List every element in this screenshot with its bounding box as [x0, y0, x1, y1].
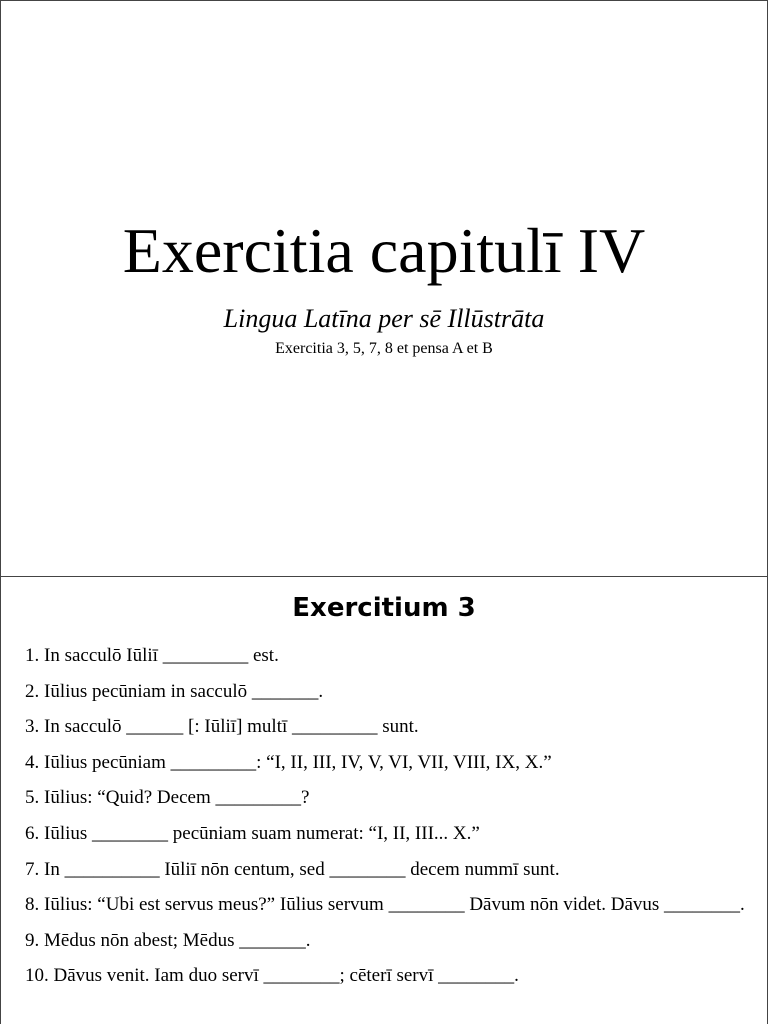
- exercise-item: 7. In __________ Iūliī nōn centum, sed ________ decem nummī sunt.: [25, 858, 560, 880]
- exercise-item: 4. Iūlius pecūniam _________: “I, II, III, IV, V, VI, VII, VIII, IX, X.”: [25, 751, 552, 773]
- exercise-item: 2. Iūlius pecūniam in sacculō _______.: [25, 680, 324, 702]
- exercise-item: 1. In sacculō Iūliī _________ est.: [25, 645, 279, 666]
- exercise-item: 10. Dāvus venit. Iam duo servī ________; cēterī servī ________.: [25, 965, 519, 987]
- exercise-item: 8. Iūlius: “Ubi est servus meus?” Iūlius servum ________ Dāvum nōn videt. Dāvus ________.: [25, 894, 745, 916]
- exercise-items: [25, 638, 749, 994]
- exercise-slide: [0, 576, 768, 1024]
- page-title: Exercitia capitulī IV: [122, 215, 646, 286]
- exercise-item: 9. Mēdus nōn abest; Mēdus _______.: [25, 929, 311, 951]
- subtitle: Lingua Latīna per sē Illūstrāta: [223, 304, 545, 333]
- exercise-item: 6. Iūlius ________ pecūniam suam numerat: “I, II, III... X.”: [25, 822, 480, 844]
- exercise-heading: Exercitium 3: [292, 593, 476, 623]
- exercise-item: 3. In sacculō ______ [: Iūliī] multī _________ sunt.: [25, 716, 419, 738]
- exercise-item: 5. Iūlius: “Quid? Decem _________?: [25, 787, 310, 809]
- exercise-list-note: Exercitia 3, 5, 7, 8 et pensa A et B: [275, 340, 493, 357]
